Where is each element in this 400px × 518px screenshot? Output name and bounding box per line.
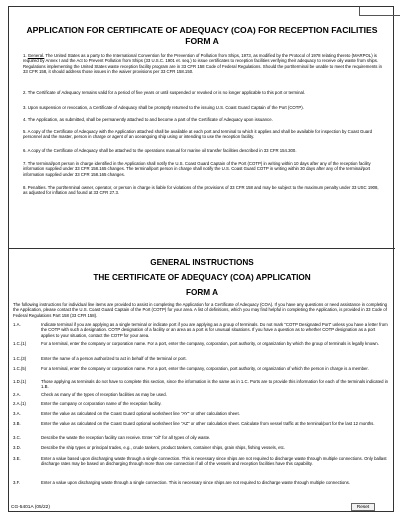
instruction-item — [13, 356, 389, 361]
paragraph-text: A copy of the Certificate of Adequacy with the Application attached shall be available at each port and terminal to which it applies and shall be available for inspection by Coast Guard personnel and the master, person in charge or agent of an oceangoing ship using or intending to use the reception facility. — [23, 129, 372, 140]
instruction-item — [13, 421, 389, 426]
general-paragraph — [23, 148, 383, 153]
instruction-item — [13, 435, 389, 440]
item-text: Enter a value based upon discharging waste through a single connection. This is necessary since ships are not required to discharge waste through multiple connections. Only ballast discharge rates may be based on discharging through more than one connection if all of the vessels and reception facilities have this capability. — [41, 456, 387, 467]
paragraph-text: The terminal/port person in charge identified in the Application shall notify the U.S. Coast Guard Captain of the Port (COTP) in writing within 10 days after any of the reception facility information supplied under 33 CFR 158.165 changes. The terminal/port person in charge shall notify the U.S. Coast Guard COTP in writing within 30 days after any of the terminal/port information supplied under 33 CFR 158.165 changes. — [23, 161, 371, 177]
instruction-item — [13, 445, 389, 450]
paragraph-text: Penalties. The port/terminal owner, operator, or person in charge is liable for violations of the provisions of 33 CFR 158 and may be subject to the maximum penalty under 33 USC 1908, as adjusted for inflation and found at 33 CFR 27.3. — [23, 185, 379, 196]
paragraph-label: General. — [27, 53, 45, 58]
instruction-item — [13, 411, 389, 416]
item-number: 1.C.(1) — [13, 341, 27, 346]
section-divider — [9, 248, 395, 249]
instructions-intro: The following instructions for individual line items are provided to assist in completing the Application for a Certificate of Adequacy (COA). If you have any questions or need assistance in completing the Application, please contact the U.S. Coast Guard Captain of the Port (COTP) for your area. A list of definitions, which you may find helpful in completing the Application, is provided in 33 Code of Federal Regulations Part 158 (33 CFR 158). — [13, 302, 388, 318]
instruction-item — [13, 392, 389, 397]
paragraph-number: 6. — [23, 148, 27, 153]
reset-button[interactable]: Reset — [351, 503, 375, 511]
paragraph-number: 1. — [23, 53, 27, 58]
paragraph-text: A copy of the Certificate of Adequacy shall be attached to the operations manual for marine oil transfer facilities described in 33 CFR 154.300. — [27, 148, 297, 153]
general-paragraph — [23, 90, 383, 95]
general-paragraph — [23, 161, 383, 177]
item-number: 3.D. — [13, 445, 21, 450]
item-number: 3.E. — [13, 456, 21, 461]
paragraph-text: The Certificate of Adequacy remains valid for a period of five years or until suspended or revoked or is no longer applicable to this port or terminal. — [27, 90, 306, 95]
form-page — [8, 6, 394, 512]
instruction-item — [13, 322, 389, 338]
item-number: 1.C.(5) — [13, 366, 27, 371]
paragraph-text: The Application, as submitted, shall be permanently attached to and become a part of the Certificate of Adequacy upon issuance. — [27, 117, 273, 122]
item-text: Check as many of the types of reception facilities as may be used. — [41, 392, 167, 397]
paragraph-text: The United States as a party to the International Convention for the Prevention of Pollution from Ships, 1973, as modified by the Protocol of 1978 relating thereto (MARPOL) is required by Annex I and the Act to Prevent Pollution from Ships (33 U.S.C. 1901 et. seq.) to issue certificates to reception facilities verifying their adequacy to receive oily waste from ships. Regulations implementing the United States waste reception facility program are in 33 CFR 158 Code of Federal Regulations. Should the port/terminal be unable to meet the requirements in 33 CFR 158, it should address those issues in the waiver provisions per 33 CFR 158.150. — [23, 53, 382, 75]
general-paragraph — [23, 105, 383, 110]
instructions-subheading: THE CERTIFICATE OF ADEQUACY (COA) APPLICATION — [93, 273, 311, 282]
instruction-item — [13, 456, 389, 467]
item-text: Enter a value upon discharging waste through a single connection. This is necessary since ships are not required to discharge waste through multiple connections. — [41, 480, 350, 485]
item-number: 1.D.(1) — [13, 379, 27, 384]
paragraph-number: 4. — [23, 117, 27, 122]
general-paragraph — [23, 185, 383, 196]
form-title: APPLICATION FOR CERTIFICATE OF ADEQUACY (COA) FOR RECEPTION FACILITIES — [26, 25, 378, 35]
item-text: For a terminal, enter the company or corporation name. For a port, enter the company, corporation, port authority, or organization by which the group of terminals is legally known. — [41, 341, 379, 346]
general-paragraph — [23, 117, 383, 122]
item-text: For a terminal, enter the company or corporation name. For a port, enter the company, corporation, port authority, or organization of which the person in charge is a member. — [41, 366, 369, 371]
item-text: Enter the value as calculated on the Coast Guard optional worksheet line "AZ" or other calculation sheet. Calculate from vessel traffic at the terminal/port for the last 12 months. — [41, 421, 375, 426]
general-paragraph — [23, 129, 383, 140]
instructions-form-label: FORM A — [186, 288, 218, 297]
instruction-item — [13, 379, 389, 390]
instruction-item — [13, 341, 389, 346]
item-text: Enter the name of a person authorized to act in behalf of the terminal or port. — [41, 356, 187, 361]
general-paragraph — [23, 53, 383, 75]
item-text: Describe the waste the reception facility can receive. Enter "oil" for all types of oily waste. — [41, 435, 211, 440]
top-corner-box — [359, 7, 400, 16]
paragraph-number: 2. — [23, 90, 27, 95]
paragraph-text: Upon suspension or revocation, a Certificate of Adequacy shall be promptly returned to the issuing U.S. Coast Guard Captain of the Port (COTP). — [27, 105, 304, 110]
item-number: 1.A. — [13, 322, 21, 327]
item-number: 3.C. — [13, 435, 21, 440]
item-text: Those applying as terminals do not have to complete this section, since the information is the same as in 1.C. Ports are to provide this information for each of the terminals indicated in 1.B. — [41, 379, 389, 390]
instruction-item — [13, 366, 389, 371]
item-text: Enter the company or corporation name of the reception facility. — [41, 401, 162, 406]
item-text: Indicate terminal if you are applying as a single terminal or indicate port if you are applying as a group of terminals. Do not mark "COTP Designated Port" unless you have a letter from the COTP with such a designation. COTP designation of a facility or an area as a port is for unusual situations. If you have a question as to whether COTP designation as a port applies to your situation, contact the COTP for your area. — [41, 322, 388, 338]
item-number: 2.A. — [13, 392, 21, 397]
instruction-item — [13, 480, 389, 485]
paragraph-number: 3. — [23, 105, 27, 110]
paragraph-number: 8. — [23, 185, 27, 190]
item-number: 3.B. — [13, 421, 21, 426]
form-number: CG-5401A (05/22) — [11, 505, 50, 510]
item-number: 2.A.(1) — [13, 401, 26, 406]
instruction-item — [13, 401, 389, 406]
item-number: 1.C.(3) — [13, 356, 27, 361]
item-text: Describe the ship types or principal trades, e.g., crude tankers, product tankers, container ships, grain ships, fishing vessels, etc. — [41, 445, 286, 450]
item-text: Enter the value as calculated on the Coast Guard optional worksheet line "AY" or other calculation sheet. — [41, 411, 240, 416]
instructions-heading: GENERAL INSTRUCTIONS — [150, 258, 254, 267]
paragraph-number: 7. — [23, 161, 27, 166]
paragraph-number: 5. — [23, 129, 27, 134]
item-number: 3.F. — [13, 480, 20, 485]
form-subtitle: FORM A — [185, 36, 219, 46]
item-number: 3.A. — [13, 411, 21, 416]
